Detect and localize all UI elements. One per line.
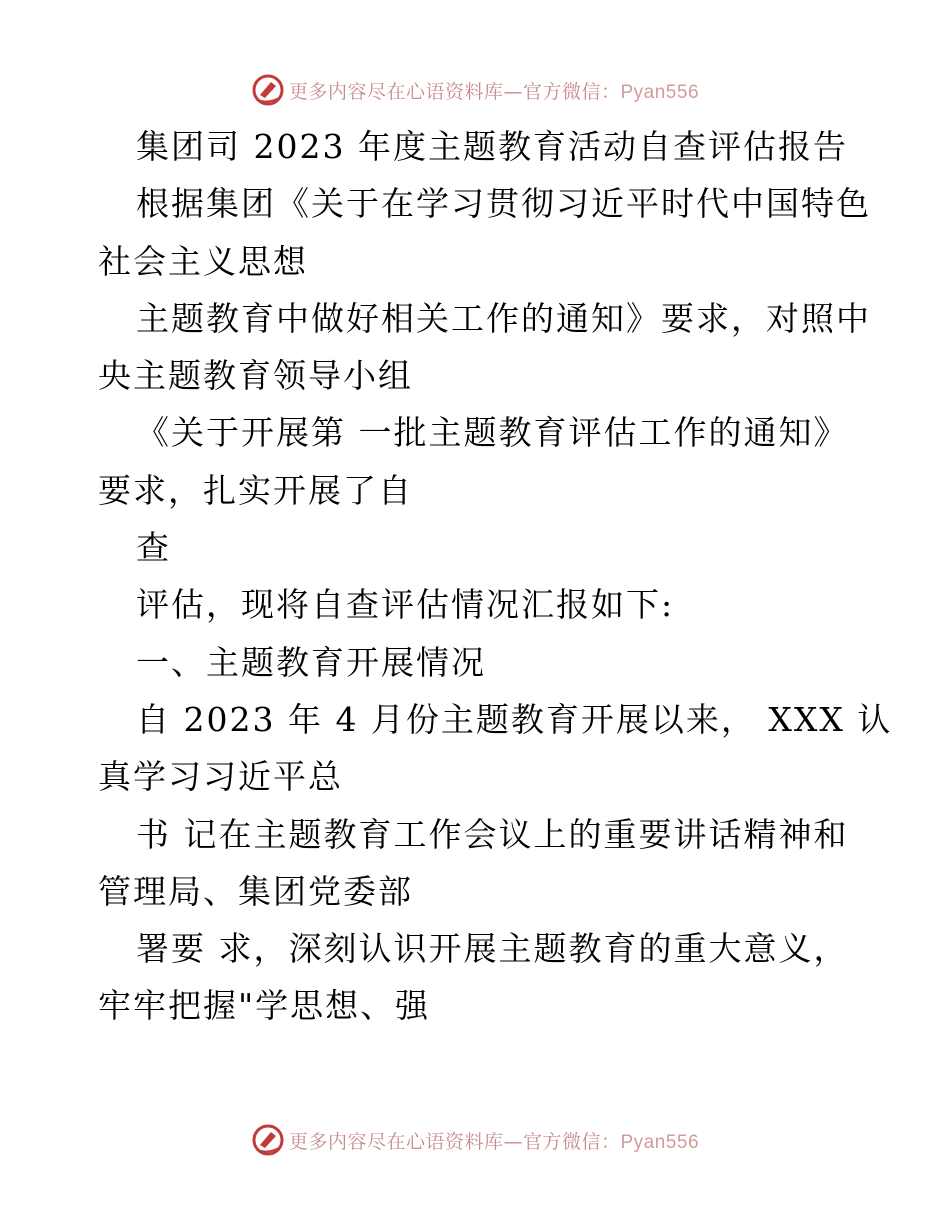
seal-logo-icon bbox=[251, 1123, 285, 1157]
text-line: 评估，现将自查评估情况汇报如下: bbox=[136, 585, 675, 625]
text-line: 央主题教育领导小组 bbox=[98, 356, 413, 396]
wechat-id: Pyan556 bbox=[620, 81, 700, 103]
text-line: 要求，扎实开展了自 bbox=[98, 470, 413, 510]
seal-logo-icon bbox=[251, 73, 285, 107]
footer-watermark bbox=[0, 1120, 950, 1160]
text-line: 查 bbox=[136, 528, 171, 568]
text-line: 《关于开展第 一批主题教育评估工作的通知》 bbox=[136, 413, 849, 453]
text-line: 真学习习近平总 bbox=[98, 757, 343, 797]
text-line: 社会主义思想 bbox=[98, 241, 308, 281]
text-line: 管理局、集团党委部 bbox=[98, 871, 413, 911]
text-line: 集团司 2023 年度主题教育活动自查评估报告 bbox=[136, 127, 848, 166]
watermark-text: 更多内容尽在心语资料库—官方微信：Pyan556 bbox=[288, 1130, 700, 1153]
text-line: 一、主题教育开展情况 bbox=[136, 642, 486, 682]
text-line: 书 记在主题教育工作会议上的重要讲话精神和 bbox=[136, 814, 849, 854]
text-line: 牢牢把握"学思想、强 bbox=[98, 986, 431, 1026]
wechat-id: Pyan556 bbox=[620, 1131, 700, 1153]
text-line: 自 2023 年 4 月份主题教育开展以来， XXX 认 bbox=[136, 699, 893, 739]
text-line: 根据集团《关于在学习贯彻习近平时代中国特色 bbox=[136, 184, 871, 224]
text-line: 署要 求，深刻认识开展主题教育的重大意义， bbox=[136, 929, 849, 969]
watermark-text: 更多内容尽在心语资料库—官方微信：Pyan556 bbox=[288, 80, 700, 103]
text-line: 主题教育中做好相关工作的通知》要求，对照中 bbox=[136, 298, 871, 338]
document-body bbox=[98, 118, 893, 1035]
header-watermark bbox=[0, 70, 950, 110]
